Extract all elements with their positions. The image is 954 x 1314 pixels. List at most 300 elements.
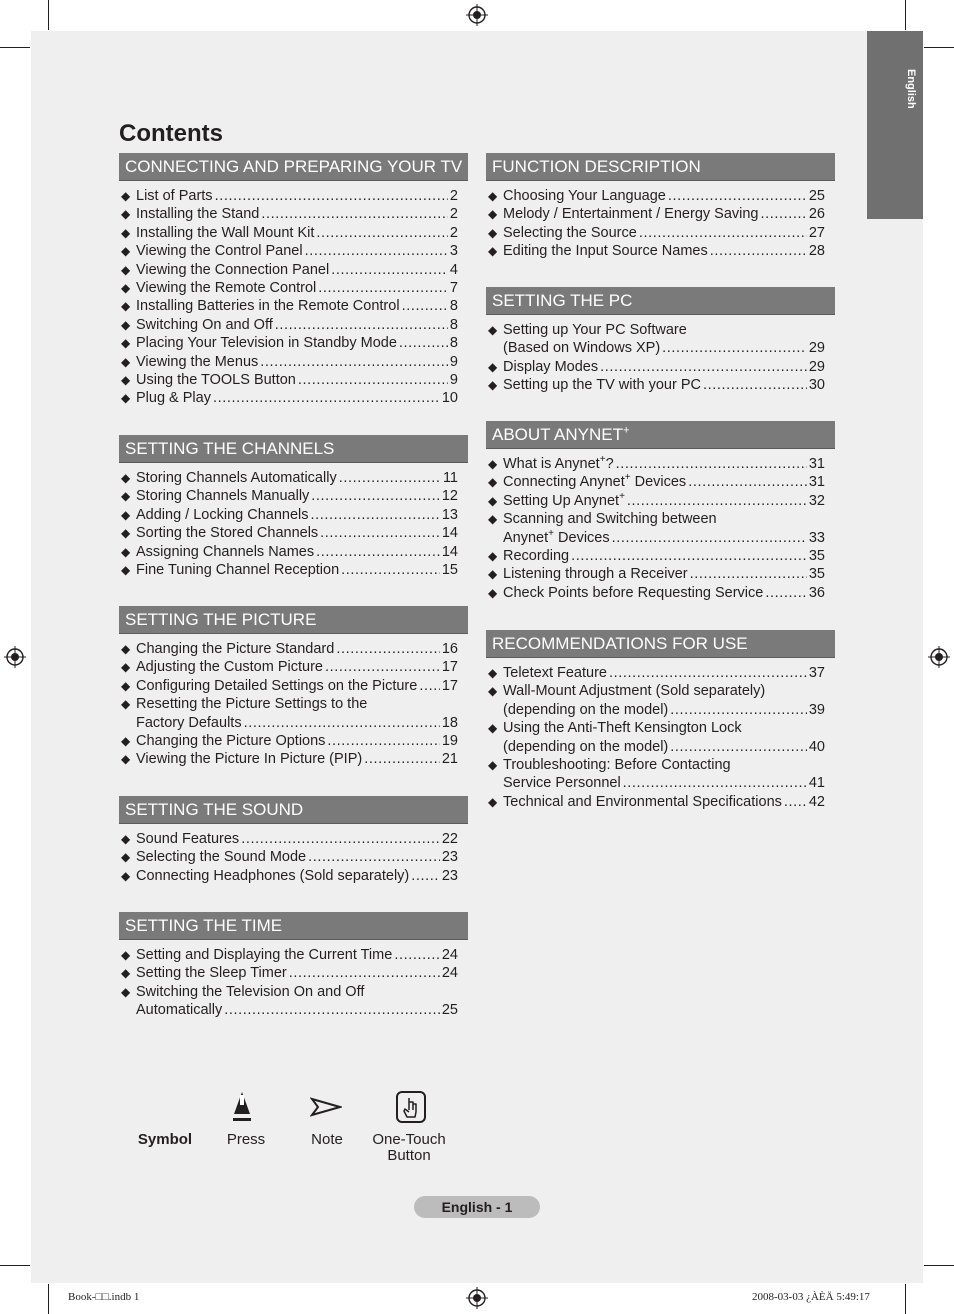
item-title-text: Configuring Detailed Settings on the Picture: [136, 677, 418, 694]
section-heading-text: SETTING THE SOUND: [125, 800, 304, 819]
diamond-bullet-icon: ◆: [488, 493, 498, 508]
toc-entry[interactable]: [119, 487, 458, 505]
toc-entry[interactable]: [486, 793, 825, 811]
item-title: [503, 719, 742, 737]
page-number: 25: [808, 188, 825, 204]
dot-leader: [402, 297, 448, 315]
diamond-bullet-icon: ◆: [121, 832, 131, 846]
item-title: [503, 529, 610, 547]
dot-leader: [213, 389, 440, 407]
diamond-bullet-icon: ◆: [121, 207, 131, 222]
page-number: 42: [808, 793, 825, 810]
item-line: [503, 492, 825, 510]
item-title-text: Changing the Picture Options: [136, 733, 326, 750]
diamond-bullet-icon: ◆: [121, 734, 131, 749]
item-line-continued: [503, 529, 825, 547]
toc-entry[interactable]: [119, 561, 458, 579]
item-line: [136, 334, 458, 352]
item-line: [136, 658, 458, 676]
item-title-text: Fine Tuning Channel Reception: [136, 562, 340, 579]
dot-leader: [688, 473, 807, 491]
toc-section: [119, 912, 468, 1020]
item-title: [136, 224, 314, 242]
item-line: [136, 224, 458, 242]
item-title-text: Choosing Your Language: [503, 188, 666, 204]
item-title: [136, 946, 392, 964]
item-title-text: Setting the Sleep Timer: [136, 965, 287, 982]
crop-mark: [0, 47, 30, 48]
item-title: [136, 371, 296, 389]
diamond-bullet-icon: ◆: [488, 475, 498, 490]
section-heading-text: CONNECTING AND PREPARING YOUR TV: [125, 157, 463, 176]
dot-leader: [394, 946, 440, 964]
item-line: [136, 750, 458, 768]
section-heading[interactable]: [119, 435, 468, 463]
diamond-bullet-icon: ◆: [488, 378, 498, 393]
toc-entry[interactable]: [119, 983, 458, 1020]
toc-entry[interactable]: [486, 664, 825, 682]
diamond-bullet-icon: ◆: [488, 758, 498, 773]
toc-entry[interactable]: [119, 867, 458, 885]
diamond-bullet-icon: ◆: [488, 189, 498, 203]
item-title: [136, 297, 400, 315]
toc-entry[interactable]: [486, 719, 825, 756]
toc-item-list: [119, 830, 468, 885]
item-title: [503, 701, 668, 719]
dot-leader: [320, 524, 440, 542]
toc-entry[interactable]: [119, 316, 458, 334]
section-heading[interactable]: [486, 421, 835, 449]
item-title: [503, 756, 731, 774]
dot-leader: [289, 964, 440, 982]
toc-entry[interactable]: [119, 334, 458, 352]
toc-section: [486, 421, 835, 602]
diamond-bullet-icon: ◆: [121, 373, 131, 388]
item-line-continued: [503, 774, 825, 792]
section-heading-text: SETTING THE PC: [492, 291, 633, 310]
dot-leader: [215, 187, 448, 205]
dot-leader: [668, 187, 807, 205]
item-title: [136, 867, 409, 885]
item-title-text: Troubleshooting: Before Contacting: [503, 757, 731, 774]
toc-entry[interactable]: [486, 358, 825, 376]
item-title: [503, 242, 708, 260]
superscript-plus: +: [599, 454, 606, 466]
item-title: [136, 1001, 222, 1019]
page-number: 7: [449, 280, 458, 297]
diamond-bullet-icon: ◆: [121, 281, 131, 296]
diamond-bullet-icon: ◆: [488, 567, 498, 582]
diamond-bullet-icon: ◆: [488, 244, 498, 259]
page-number: 23: [441, 867, 458, 884]
toc-entry[interactable]: [119, 297, 458, 315]
legend-label-line: One-Touch: [372, 1131, 446, 1148]
toc-entry[interactable]: [119, 187, 458, 205]
item-line: [503, 510, 825, 528]
diamond-bullet-icon: ◆: [488, 585, 498, 600]
dot-leader: [399, 334, 448, 352]
item-title-text: Installing Batteries in the Remote Control: [136, 298, 400, 315]
item-line: [136, 848, 458, 866]
dot-leader: [305, 242, 448, 260]
item-title-text: Installing the Wall Mount Kit: [136, 224, 315, 241]
item-title-text: (Based on Windows XP): [503, 340, 661, 357]
page-number: 8: [449, 316, 458, 333]
item-line: [503, 358, 825, 376]
item-title-text: Storing Channels Manually: [136, 488, 310, 505]
toc-entry[interactable]: [119, 524, 458, 542]
item-line: [136, 353, 458, 371]
section-heading[interactable]: [486, 630, 835, 658]
toc-entry[interactable]: [119, 543, 458, 561]
item-title: [503, 510, 717, 528]
diamond-bullet-icon: ◆: [121, 354, 131, 369]
item-line: [503, 242, 825, 260]
item-title-text: Using the TOOLS Button: [136, 372, 296, 389]
toc-entry[interactable]: [119, 224, 458, 242]
dot-leader: [316, 224, 448, 242]
page-number: 30: [808, 377, 825, 394]
item-title-text: Wall-Mount Adjustment (Sold separately): [503, 683, 766, 700]
item-title: [503, 664, 607, 682]
section-heading[interactable]: [119, 912, 468, 940]
item-title-text: Display Modes: [503, 358, 599, 375]
legend-label-line: Button: [387, 1147, 431, 1164]
item-line: [136, 187, 458, 205]
toc-entry[interactable]: [119, 750, 458, 768]
item-title: [503, 738, 668, 756]
item-line: [136, 524, 458, 542]
section-heading-text: SETTING THE CHANNELS: [125, 439, 335, 458]
toc-section: [119, 153, 468, 408]
toc-entry[interactable]: [486, 756, 825, 793]
item-line: [503, 187, 825, 205]
toc-entry[interactable]: [119, 506, 458, 524]
item-line: [136, 506, 458, 524]
diamond-bullet-icon: ◆: [488, 721, 498, 736]
toc-entry[interactable]: [119, 279, 458, 297]
dot-leader: [411, 867, 440, 885]
dot-leader: [703, 376, 807, 394]
item-title: [503, 774, 621, 792]
toc-entry[interactable]: [486, 473, 825, 491]
item-title: [136, 524, 318, 542]
note-icon: [310, 1097, 342, 1117]
page-number: 22: [441, 831, 458, 847]
section-heading[interactable]: [486, 153, 835, 181]
toc-entry[interactable]: [486, 510, 825, 547]
diamond-bullet-icon: ◆: [488, 512, 498, 527]
page-number: 39: [808, 701, 825, 718]
superscript-plus: +: [548, 527, 554, 539]
item-line: [503, 473, 825, 491]
page-number: 29: [808, 358, 825, 375]
item-title-text: Anynet: [503, 529, 549, 546]
item-line: [136, 946, 458, 964]
language-tab-label: English: [905, 69, 917, 109]
item-title-text: Setting up Your PC Software: [503, 322, 687, 338]
page-title: Contents: [119, 120, 223, 147]
section-heading[interactable]: [119, 796, 468, 824]
toc-entry[interactable]: [486, 205, 825, 223]
item-title: [136, 279, 316, 297]
item-title-text: Factory Defaults: [136, 714, 242, 731]
diamond-bullet-icon: ◆: [121, 868, 131, 883]
item-title: [136, 677, 417, 695]
item-title: [136, 848, 306, 866]
dot-leader: [298, 371, 448, 389]
item-title: [136, 187, 213, 205]
section-heading[interactable]: [119, 606, 468, 634]
diamond-bullet-icon: ◆: [488, 207, 498, 222]
dot-leader: [627, 492, 807, 510]
item-title: [136, 469, 337, 487]
dot-leader: [327, 732, 439, 750]
item-title: [503, 584, 763, 602]
toc-entry[interactable]: [486, 682, 825, 719]
dot-leader: [616, 455, 807, 473]
item-title: [503, 565, 688, 583]
page-number: 33: [808, 529, 825, 546]
diamond-bullet-icon: ◆: [488, 323, 498, 337]
item-title-suffix: ?: [605, 456, 614, 472]
dot-leader: [364, 750, 440, 768]
page-number: 2: [449, 224, 458, 241]
item-title: [503, 187, 666, 205]
press-icon: [230, 1090, 254, 1126]
item-line: [503, 756, 825, 774]
toc-entry[interactable]: [119, 640, 458, 658]
dot-leader: [419, 677, 440, 695]
item-line: [503, 682, 825, 700]
diamond-bullet-icon: ◆: [121, 850, 131, 865]
diamond-bullet-icon: ◆: [121, 544, 131, 559]
page-number: 27: [808, 224, 825, 241]
item-title-suffix: Devices: [554, 529, 610, 546]
toc-entry[interactable]: [119, 848, 458, 866]
toc-item-list: [486, 455, 835, 602]
toc-entry[interactable]: [119, 353, 458, 371]
item-title-text: Sorting the Stored Channels: [136, 525, 319, 542]
toc-section: [119, 796, 468, 885]
registration-mark-icon: [928, 646, 950, 668]
page-number: 9: [449, 372, 458, 389]
diamond-bullet-icon: ◆: [121, 948, 131, 962]
item-title: [136, 830, 239, 848]
section-heading-text: SETTING THE TIME: [125, 916, 283, 935]
toc-entry[interactable]: [486, 565, 825, 583]
dot-leader: [670, 738, 807, 756]
crop-mark: [0, 1265, 30, 1266]
dot-leader: [241, 830, 440, 848]
toc-section: [486, 153, 835, 261]
diamond-bullet-icon: ◆: [488, 225, 498, 240]
item-title: [136, 242, 303, 260]
page-number: 15: [441, 562, 458, 579]
item-title-text: Setting Up Anynet: [503, 492, 620, 509]
diamond-bullet-icon: ◆: [121, 507, 131, 522]
page-number: 8: [449, 335, 458, 352]
item-line: [136, 695, 458, 713]
dot-leader: [710, 242, 807, 260]
toc-entry[interactable]: [486, 224, 825, 242]
diamond-bullet-icon: ◆: [121, 262, 131, 277]
toc-entry[interactable]: [119, 695, 458, 732]
item-title-text: Connecting Headphones (Sold separately): [136, 867, 410, 884]
item-line: [503, 376, 825, 394]
item-title-text: Automatically: [136, 1002, 223, 1019]
item-title: [503, 224, 637, 242]
item-title-text: What is Anynet: [503, 456, 600, 472]
registration-mark-icon: [466, 1287, 488, 1309]
item-title: [136, 732, 325, 750]
section-heading-text: SETTING THE PICTURE: [125, 610, 317, 629]
diamond-bullet-icon: ◆: [488, 359, 498, 374]
item-line: [136, 983, 458, 1001]
item-title-text: Selecting the Sound Mode: [136, 849, 307, 866]
item-title: [503, 455, 614, 473]
item-line: [503, 565, 825, 583]
toc-entry[interactable]: [486, 547, 825, 565]
page-number: 2: [449, 188, 458, 204]
item-line: [503, 584, 825, 602]
dot-leader: [623, 774, 807, 792]
item-title-text: Switching the Television On and Off: [136, 983, 365, 1000]
dot-leader: [612, 529, 807, 547]
diamond-bullet-icon: ◆: [488, 684, 498, 699]
toc-entry[interactable]: [119, 371, 458, 389]
item-title-text: Resetting the Picture Settings to the: [136, 696, 368, 713]
item-title-text: Placing Your Television in Standby Mode: [136, 335, 397, 352]
page-number: 12: [441, 488, 458, 505]
toc-entry[interactable]: [119, 830, 458, 848]
toc-entry[interactable]: [119, 261, 458, 279]
dot-leader: [325, 658, 440, 676]
item-line: [136, 279, 458, 297]
item-title: [503, 682, 765, 700]
toc-item-list: [119, 640, 468, 769]
page-number: 41: [808, 775, 825, 792]
item-title-text: (depending on the model): [503, 738, 669, 755]
dot-leader: [765, 584, 807, 602]
item-line: [503, 793, 825, 811]
toc-entry[interactable]: [119, 205, 458, 223]
item-line-continued: [503, 738, 825, 756]
section-heading[interactable]: [486, 287, 835, 315]
item-line-continued: [503, 701, 825, 719]
diamond-bullet-icon: ◆: [121, 391, 131, 406]
diamond-bullet-icon: ◆: [488, 549, 498, 564]
item-line: [503, 321, 825, 339]
page-number: 3: [449, 243, 458, 260]
toc-entry[interactable]: [119, 658, 458, 676]
page-number: 31: [808, 474, 825, 491]
page-number: 29: [808, 340, 825, 357]
diamond-bullet-icon: ◆: [121, 984, 131, 999]
item-title: [136, 316, 273, 334]
item-title-text: Viewing the Picture In Picture (PIP): [136, 751, 363, 768]
item-line: [503, 224, 825, 242]
dot-leader: [316, 543, 440, 561]
dot-leader: [318, 279, 448, 297]
toc-entry[interactable]: [486, 321, 825, 358]
toc-entry[interactable]: [486, 187, 825, 205]
toc-item-list: [486, 187, 835, 261]
item-title-text: Listening through a Receiver: [503, 566, 688, 583]
item-title: [136, 658, 323, 676]
toc-entry[interactable]: [486, 376, 825, 394]
diamond-bullet-icon: ◆: [121, 966, 131, 981]
item-line: [136, 487, 458, 505]
dot-leader: [244, 714, 440, 732]
toc-entry[interactable]: [119, 469, 458, 487]
item-title-text: Melody / Entertainment / Energy Saving: [503, 206, 759, 223]
toc-section: [486, 287, 835, 395]
one-touch-button-icon: [395, 1090, 427, 1124]
dot-leader: [662, 339, 807, 357]
toc-entry[interactable]: [486, 584, 825, 602]
page-number: 4: [449, 261, 458, 278]
toc-entry[interactable]: [119, 389, 458, 407]
toc-entry[interactable]: [119, 677, 458, 695]
section-heading[interactable]: [119, 153, 468, 181]
toc-entry[interactable]: [486, 492, 825, 510]
toc-item-list: [119, 469, 468, 579]
diamond-bullet-icon: ◆: [488, 457, 498, 471]
item-title-text: Plug & Play: [136, 390, 211, 407]
toc-entry[interactable]: [486, 455, 825, 473]
item-title-text: List of Parts: [136, 188, 213, 204]
item-title: [503, 547, 569, 565]
item-title-text: Adjusting the Custom Picture: [136, 659, 323, 676]
superscript-plus: +: [619, 490, 625, 502]
page-number: 35: [808, 548, 825, 565]
dot-leader: [609, 664, 807, 682]
page-number: 14: [441, 543, 458, 560]
item-title-text: Scanning and Switching between: [503, 511, 717, 528]
page-number: 21: [441, 751, 458, 768]
item-line: [136, 964, 458, 982]
diamond-bullet-icon: ◆: [121, 660, 131, 675]
toc-entry[interactable]: [119, 946, 458, 964]
item-title-text: Viewing the Remote Control: [136, 280, 317, 297]
diamond-bullet-icon: ◆: [488, 666, 498, 680]
legend-label-one-touch-button: [364, 1132, 454, 1164]
item-line: [136, 316, 458, 334]
toc-entry[interactable]: [486, 242, 825, 260]
item-title-suffix: Devices: [630, 474, 687, 491]
toc-entry[interactable]: [119, 964, 458, 982]
toc-entry[interactable]: [119, 732, 458, 750]
item-title: [136, 205, 259, 223]
item-title-text: Using the Anti-Theft Kensington Lock: [503, 720, 742, 737]
dot-leader: [260, 353, 448, 371]
page-number: 11: [442, 470, 458, 486]
dot-leader: [690, 565, 807, 583]
item-title: [503, 376, 701, 394]
symbol-label: Symbol: [137, 1131, 193, 1148]
dot-leader: [336, 640, 440, 658]
item-title-text: Switching On and Off: [136, 316, 273, 333]
superscript-plus: +: [623, 424, 630, 437]
item-line: [503, 664, 825, 682]
item-title-text: Service Personnel: [503, 775, 621, 792]
page-number: 10: [441, 390, 458, 407]
item-title-text: Check Points before Requesting Service: [503, 584, 764, 601]
toc-item-list: [119, 187, 468, 408]
item-title-text: Assigning Channels Names: [136, 543, 315, 560]
toc-entry[interactable]: [119, 242, 458, 260]
